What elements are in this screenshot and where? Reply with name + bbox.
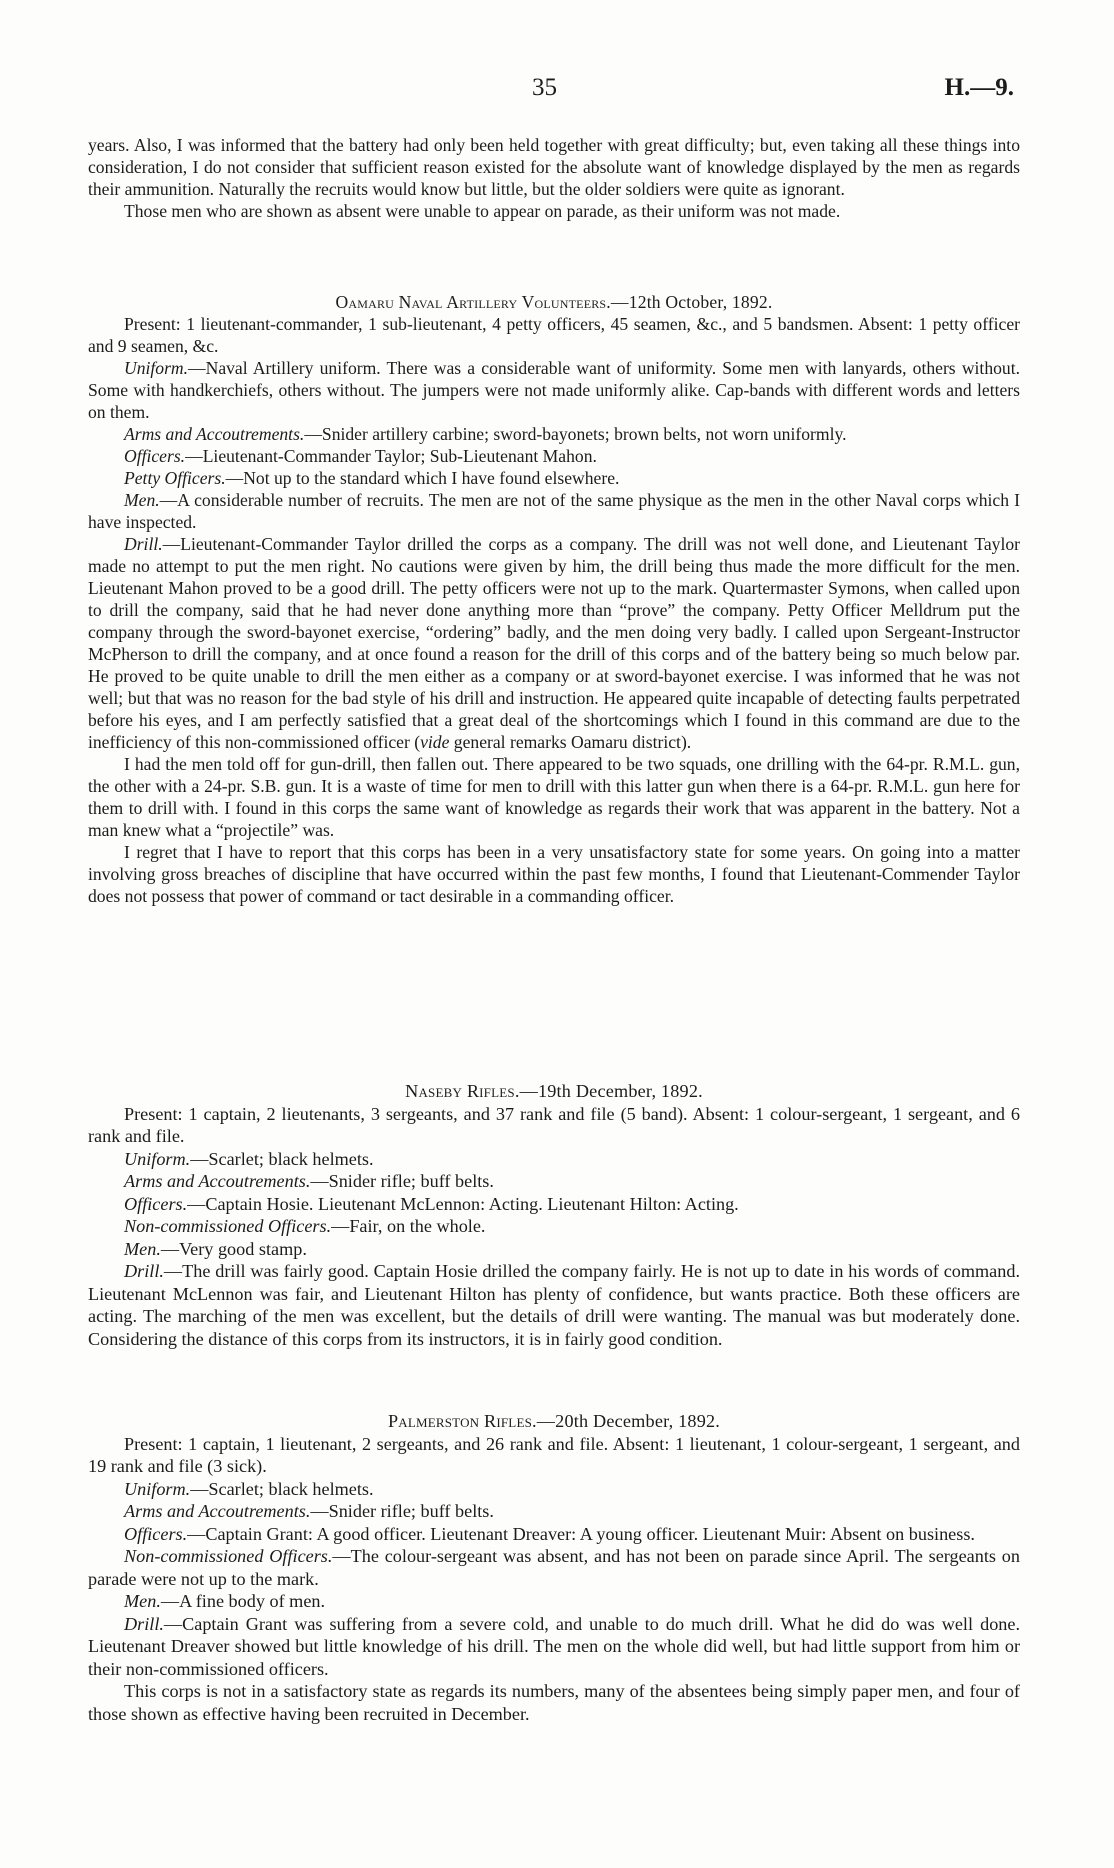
men-text: —A considerable number of recruits. The men are not of the same physique as the men in the other Naval corps which I have inspected. <box>88 490 1020 532</box>
drill-text: —Captain Grant was suffering from a severe cold, and unable to do much drill. What he did do was well done. Lieutenant Dreaver showed but little knowledge of his drill. The men on the whole did well, but had little support from him or their non-commissioned officers. <box>88 1613 1020 1679</box>
drill-text-end: general remarks Oamaru district). <box>449 732 692 752</box>
heading-date: —20th December, 1892. <box>536 1411 721 1431</box>
section-heading-palmerston <box>88 1410 1020 1433</box>
heading-corps-name: Naseby Rifles. <box>405 1081 520 1101</box>
uniform-label: Uniform. <box>124 1148 191 1169</box>
section-heading-naseby <box>88 1080 1020 1103</box>
officers-paragraph <box>88 1193 1020 1216</box>
page-number: 35 <box>532 74 557 101</box>
officers-text: —Lieutenant-Commander Taylor; Sub-Lieutenant Mahon. <box>185 446 597 466</box>
heading-corps-name: Palmerston Rifles. <box>387 1411 537 1431</box>
nco-text: —The colour-sergeant was absent, and has not been on parade since April. The sergeants on parade were not up to the mark. <box>88 1546 1020 1589</box>
arms-label: Arms and Accoutrements. <box>124 1171 311 1191</box>
officers-label: Officers. <box>124 446 186 466</box>
drill-label: Drill. <box>124 1613 164 1634</box>
present-paragraph: Present: 1 captain, 2 lieutenants, 3 sergeants, and 37 rank and file (5 band). Absent: 1 colour-sergeant, 1 sergeant, and 6 rank and file. <box>88 1103 1020 1146</box>
officers-label: Officers. <box>124 1523 188 1544</box>
officers-paragraph <box>88 1523 1020 1546</box>
intro-paragraph: years. Also, I was informed that the battery had only been held together with great difficulty; but, even taking all these things into consideration, I do not consider that sufficient reason existed for the absolute want of knowledge displayed by the men as regards their ammunition. Naturally the recruits would know but little, but the older soldiers were quite as ignorant. <box>88 135 1020 199</box>
drill-text: —Lieutenant-Commander Taylor drilled the corps as a company. The drill was not well done, and Lieutenant Taylor made no attempt to put the men right. No cautions were given by him, the drill being thus made the more difficult for the men. Lieutenant Mahon proved to be a good drill. The petty officers were not up to the mark. Quartermaster Symons, when called upon to drill the company, said that he had never done anything more than “prove” the company. Petty Officer Melldrum put the company through the sword-bayonet exercise, “ordering” badly, and the men doing very badly. I called upon Sergeant-Instructor McPherson to drill the company, and at once found a reason for the drill of this corps and of the battery being so much below par. He proved to be quite unable to drill the men either as a company or at sword-bayonet exercise. I was informed that he was not well; but that was no reason for the bad style of his drill and instruction. He appeared quite incapable of detecting faults perpetrated before his eyes, and I am perfectly satisfied that a great deal of the shortcomings which I found in this command are due to the inefficiency of this non-commissioned officer ( <box>88 534 1020 752</box>
section-heading-oamaru <box>88 291 1020 313</box>
intro-paragraph-absent: Those men who are shown as absent were unable to appear on parade, as their uniform was not made. <box>124 201 841 221</box>
uniform-paragraph <box>88 1148 1020 1171</box>
uniform-text: —Naval Artillery uniform. There was a considerable want of uniformity. Some men with lanyards, others without. Some with handkerchiefs, others without. The jumpers were not made uniformly alike. Cap-bands with different words and letters on them. <box>88 358 1020 422</box>
men-paragraph <box>88 1590 1020 1613</box>
arms-paragraph <box>88 423 1020 445</box>
men-label: Men. <box>124 1238 161 1259</box>
petty-officers-paragraph <box>88 467 1020 489</box>
nco-label: Non-commissioned Officers. <box>124 1546 333 1566</box>
drill-paragraph <box>88 533 1020 753</box>
men-text: —Very good stamp. <box>160 1238 307 1259</box>
arms-label: Arms and Accoutrements. <box>124 1501 311 1521</box>
men-label: Men. <box>124 1591 161 1611</box>
petty-officers-label: Petty Officers. <box>124 468 226 488</box>
officers-text: —Captain Hosie. Lieutenant McLennon: Acting. Lieutenant Hilton: Acting. <box>187 1193 739 1214</box>
drill-text: —The drill was fairly good. Captain Hosie drilled the company fairly. He is not up to date in his words of command. Lieutenant McLennon was fair, and Lieutenant Hilton has plenty of confidence, but wants practice. Both these officers are acting. The marching of the men was excellent, but the details of drill were wanting. The manual was but moderately done. Considering the distance of this corps from its instructors, it is in fairly good condition. <box>88 1261 1020 1349</box>
drill-label: Drill. <box>124 1261 164 1281</box>
petty-officers-text: —Not up to the standard which I have found elsewhere. <box>225 468 620 488</box>
nco-paragraph <box>88 1215 1020 1238</box>
arms-paragraph <box>88 1500 1020 1523</box>
arms-text: —Snider artillery carbine; sword-bayonets; brown belts, not worn uniformly. <box>304 424 847 444</box>
present-paragraph: Present: 1 captain, 1 lieutenant, 2 sergeants, and 26 rank and file. Absent: 1 lieutenant, 1 colour-sergeant, 1 sergeant, and 19 rank and file (3 sick). <box>88 1433 1020 1476</box>
arms-text: —Snider rifle; buff belts. <box>310 1171 494 1191</box>
heading-corps-name: Oamaru Naval Artillery Volunteers. <box>335 292 611 312</box>
uniform-text: —Scarlet; black helmets. <box>190 1148 374 1169</box>
arms-paragraph <box>88 1170 1020 1193</box>
officers-text: —Captain Grant: A good officer. Lieutenant Dreaver: A young officer. Lieutenant Muir: Absent on business. <box>187 1523 975 1544</box>
drill-label: Drill. <box>124 534 163 554</box>
nco-label: Non-commissioned Officers. <box>124 1216 332 1236</box>
drill-paragraph <box>88 1613 1020 1681</box>
men-paragraph <box>88 1238 1020 1261</box>
officers-paragraph <box>88 445 1020 467</box>
nco-paragraph <box>88 1545 1020 1590</box>
heading-date: —19th December, 1892. <box>519 1081 703 1101</box>
men-label: Men. <box>124 490 160 510</box>
closing-paragraph: This corps is not in a satisfactory state as regards its numbers, many of the absentees being simply paper men, and four of those shown as effective having been recruited in December. <box>88 1681 1020 1724</box>
uniform-label: Uniform. <box>124 358 189 378</box>
page-header <box>0 74 1114 114</box>
uniform-paragraph <box>88 357 1020 423</box>
uniform-text: —Scarlet; black helmets. <box>190 1478 374 1499</box>
men-text: —A fine body of men. <box>160 1591 326 1611</box>
uniform-paragraph <box>88 1478 1020 1501</box>
arms-text: —Snider rifle; buff belts. <box>310 1501 494 1521</box>
regret-paragraph: I regret that I have to report that this corps has been in a very unsatisfactory state for some years. On going into a matter involving gross breaches of discipline that have occurred within the past few months, I found that Lieutenant-Commender Taylor does not possess that power of command or tact desirable in a commanding officer. <box>88 842 1020 906</box>
officers-label: Officers. <box>124 1193 188 1214</box>
heading-date: —12th October, 1892. <box>610 292 773 312</box>
palmerston-section <box>88 1410 1020 1725</box>
uniform-label: Uniform. <box>124 1478 191 1499</box>
arms-label: Arms and Accoutrements. <box>124 424 305 444</box>
drill-vide: vide <box>420 732 450 752</box>
present-paragraph: Present: 1 lieutenant-commander, 1 sub-lieutenant, 4 petty officers, 45 seamen, &c., and 5 bandsmen. Absent: 1 petty officer and 9 seamen, &c. <box>88 314 1020 356</box>
naseby-section <box>88 1080 1020 1350</box>
gun-drill-paragraph: I had the men told off for gun-drill, then fallen out. There appeared to be two squads, one drilling with the 64-pr. R.M.L. gun, the other with a 24-pr. S.B. gun. It is a waste of time for men to drill with this latter gun when there is a 64-pr. R.M.L. gun here for them to drill with. I found in this corps the same want of knowledge as regards their work that was apparent in the battery. Not a man knew what a “projectile” was. <box>88 754 1020 840</box>
oamaru-section <box>88 291 1020 907</box>
nco-text: —Fair, on the whole. <box>331 1216 486 1236</box>
document-reference: H.—9. <box>944 74 1014 101</box>
men-paragraph <box>88 489 1020 533</box>
drill-paragraph <box>88 1260 1020 1350</box>
intro-section <box>88 134 1020 222</box>
